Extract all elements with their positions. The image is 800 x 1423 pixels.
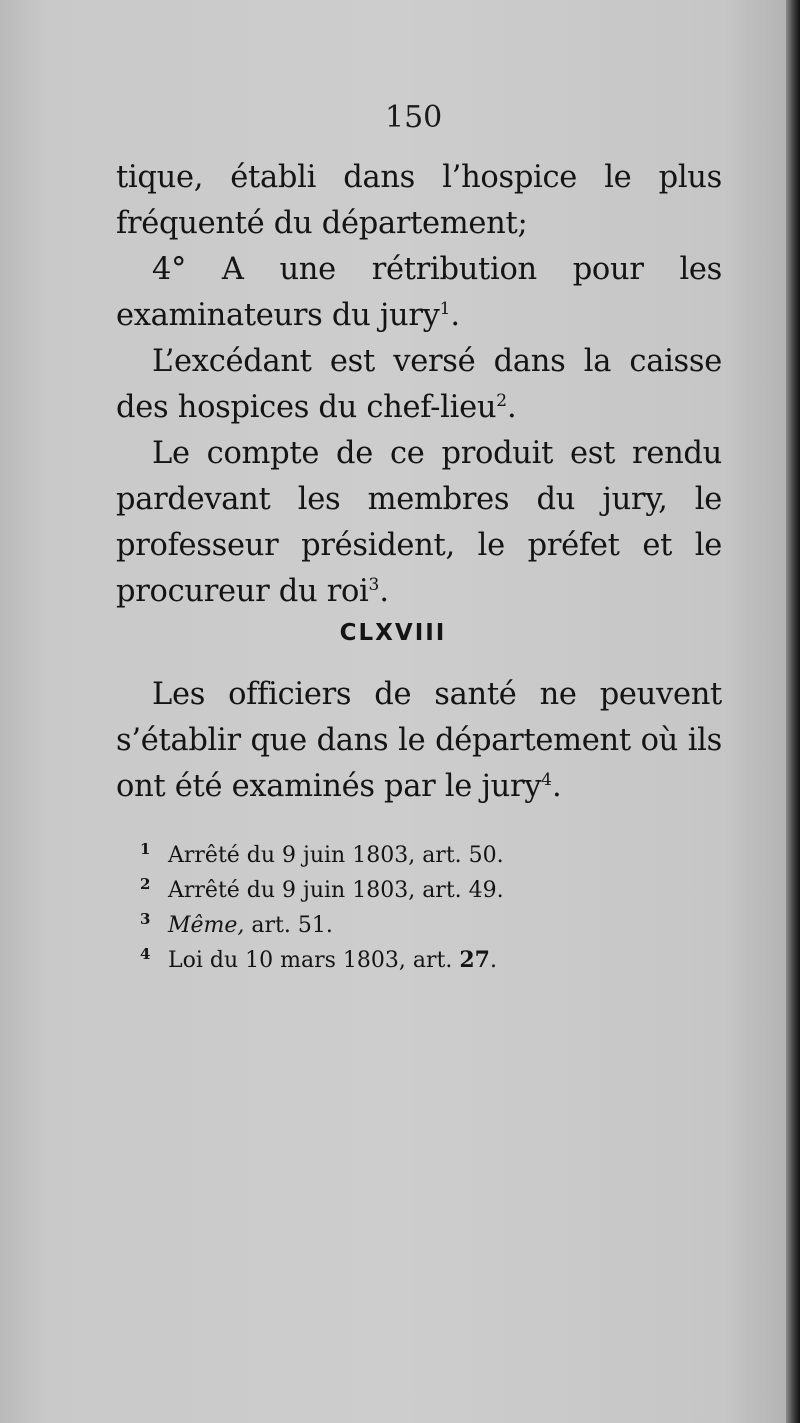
paragraph-tail: . [450, 298, 460, 333]
footnote-text: Loi du 10 mars 1803, art. [168, 948, 460, 973]
footnote-mark: 4 [140, 945, 151, 963]
paragraph-tail: . [551, 769, 562, 804]
footnote-text-italic: Même, [168, 913, 245, 938]
footnote-ref[interactable]: 3 [368, 574, 380, 595]
page-number: 150 [385, 100, 443, 135]
paragraph [116, 339, 722, 431]
paragraph [116, 672, 722, 810]
footnote-mark: 1 [140, 840, 151, 858]
paragraph-text: Le compte de ce produit est rendu pardevant les membres du jury, le professeur président, le préfet et le procureur du roi [116, 436, 722, 609]
footnote-text: Arrêté du 9 juin 1803, art. 49. [168, 878, 504, 903]
paragraph-tail: . [507, 390, 517, 425]
footnote-ref[interactable]: 1 [439, 298, 451, 319]
paragraph-text: 4° A une rétribution pour les examinateurs du jury [116, 252, 722, 333]
footnote-text: . [489, 948, 497, 973]
page-edge-shadow [786, 0, 800, 1423]
section-heading: CLXVIII [339, 620, 447, 646]
footnote-text: Arrêté du 9 juin 1803, art. 50. [168, 843, 504, 868]
paragraph-continuation [116, 155, 722, 247]
footnotes [140, 838, 700, 978]
footnote [140, 838, 700, 873]
paragraph-text: L’excédant est versé dans la caisse des hospices du chef-lieu [116, 344, 722, 425]
footnote-mark: 2 [140, 875, 151, 893]
footnote-text: art. 51. [244, 913, 333, 938]
paragraph-text: Les officiers de santé ne peuvent s’établir que dans le département où ils ont été examinés par le jury [116, 677, 722, 804]
footnote-text-bold: 27 [459, 947, 490, 973]
paragraph-tail: . [379, 574, 389, 609]
body-text-top [116, 155, 722, 615]
footnote [140, 943, 700, 978]
footnote [140, 873, 700, 908]
footnote [140, 908, 700, 943]
paragraph-text: tique, établi dans l’hospice le plus fréquenté du département; [116, 160, 722, 241]
paragraph [116, 431, 722, 615]
paragraph [116, 247, 722, 339]
footnote-ref[interactable]: 4 [541, 769, 552, 790]
footnote-mark: 3 [140, 910, 151, 928]
footnote-ref[interactable]: 2 [496, 390, 508, 411]
body-text-section [116, 672, 722, 810]
